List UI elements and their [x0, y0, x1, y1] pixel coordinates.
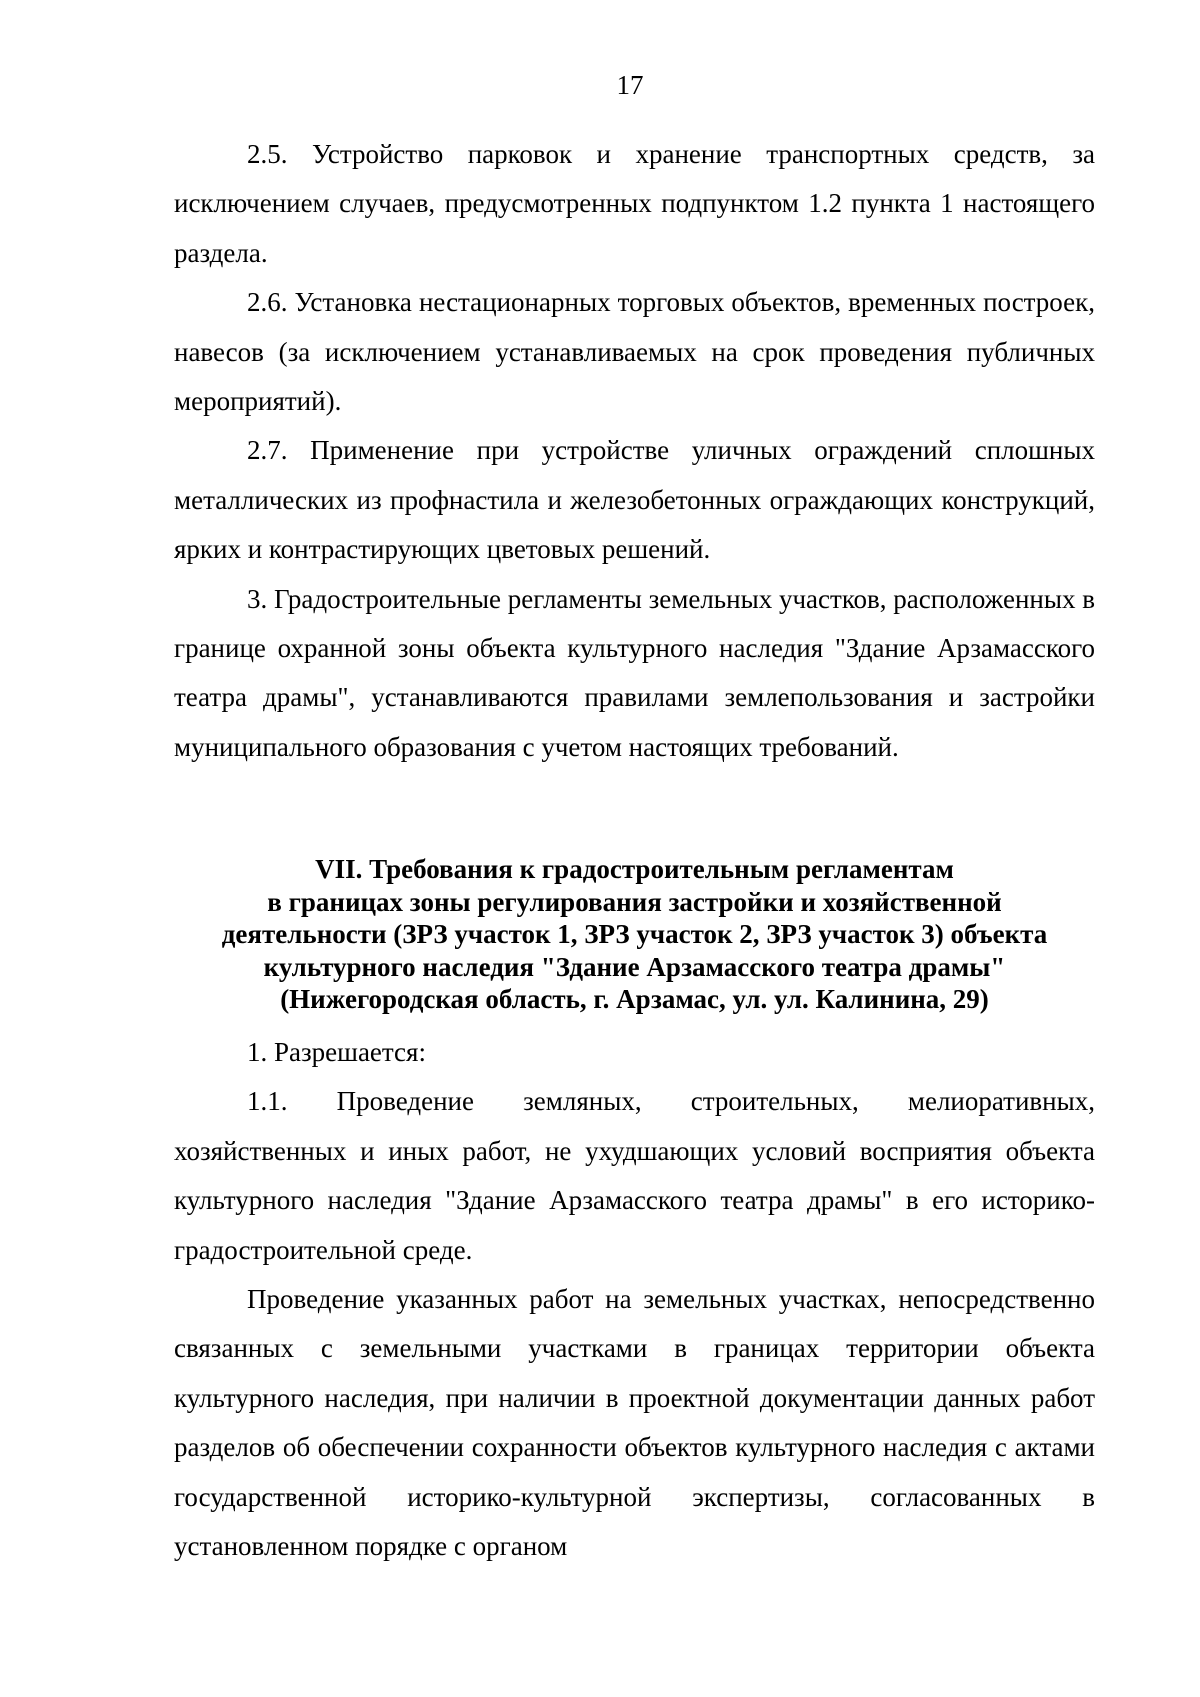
heading-line: (Нижегородская область, г. Арзамас, ул. ул. Калинина, 29): [280, 984, 989, 1015]
body-text-bottom: [174, 1028, 1095, 1571]
body-text-top: [174, 130, 1095, 772]
paragraph-works-conditions: Проведение указанных работ на земельных участках, непосредственно связанных с земельными участками в границах территории объекта культурного наследия, при наличии в проектной документации данных работ разделов об обеспечении сохранности объектов культурного наследия с актами государственной историко-культурной экспертизы, согласованных в установленном порядке с органом: [174, 1284, 1095, 1562]
paragraph-1-permitted: 1. Разрешается:: [247, 1037, 426, 1067]
paragraph-2-7: 2.7. Применение при устройстве уличных ограждений сплошных металлических из профнастила и железобетонных ограждающих конструкций, ярких и контрастирующих цветовых решений.: [174, 435, 1095, 565]
paragraph-3: 3. Градостроительные регламенты земельных участков, расположенных в границе охранной зоны объекта культурного наследия "Здание Арзамасского театра драмы", устанавливаются правилами землепользования и застройки муниципального образования с учетом настоящих требований.: [174, 583, 1095, 762]
heading-line: культурного наследия "Здание Арзамасского театра драмы": [263, 951, 1006, 982]
page-number: 17: [616, 70, 644, 100]
paragraph-2-5: 2.5. Устройство парковок и хранение транспортных средств, за исключением случаев, предусмотренных подпунктом 1.2 пункта 1 настоящего раздела.: [174, 139, 1095, 268]
section-heading-vii: [174, 853, 1095, 1016]
paragraph-1-1: 1.1. Проведение земляных, строительных, мелиоративных, хозяйственных и иных работ, не ухудшающих условий восприятия объекта культурного наследия "Здание Арзамасского театра драмы" в его историко-градостроительной среде.: [174, 1086, 1095, 1265]
heading-line: VII. Требования к градостроительным регламентам: [315, 854, 954, 884]
heading-line: деятельности (ЗРЗ участок 1, ЗРЗ участок 2, ЗРЗ участок 3) объекта: [221, 919, 1048, 950]
paragraph-2-6: 2.6. Установка нестационарных торговых объектов, временных построек, навесов (за исключением устанавливаемых на срок проведения публичных мероприятий).: [174, 287, 1095, 417]
heading-line: в границах зоны регулирования застройки и хозяйственной: [267, 886, 1002, 917]
